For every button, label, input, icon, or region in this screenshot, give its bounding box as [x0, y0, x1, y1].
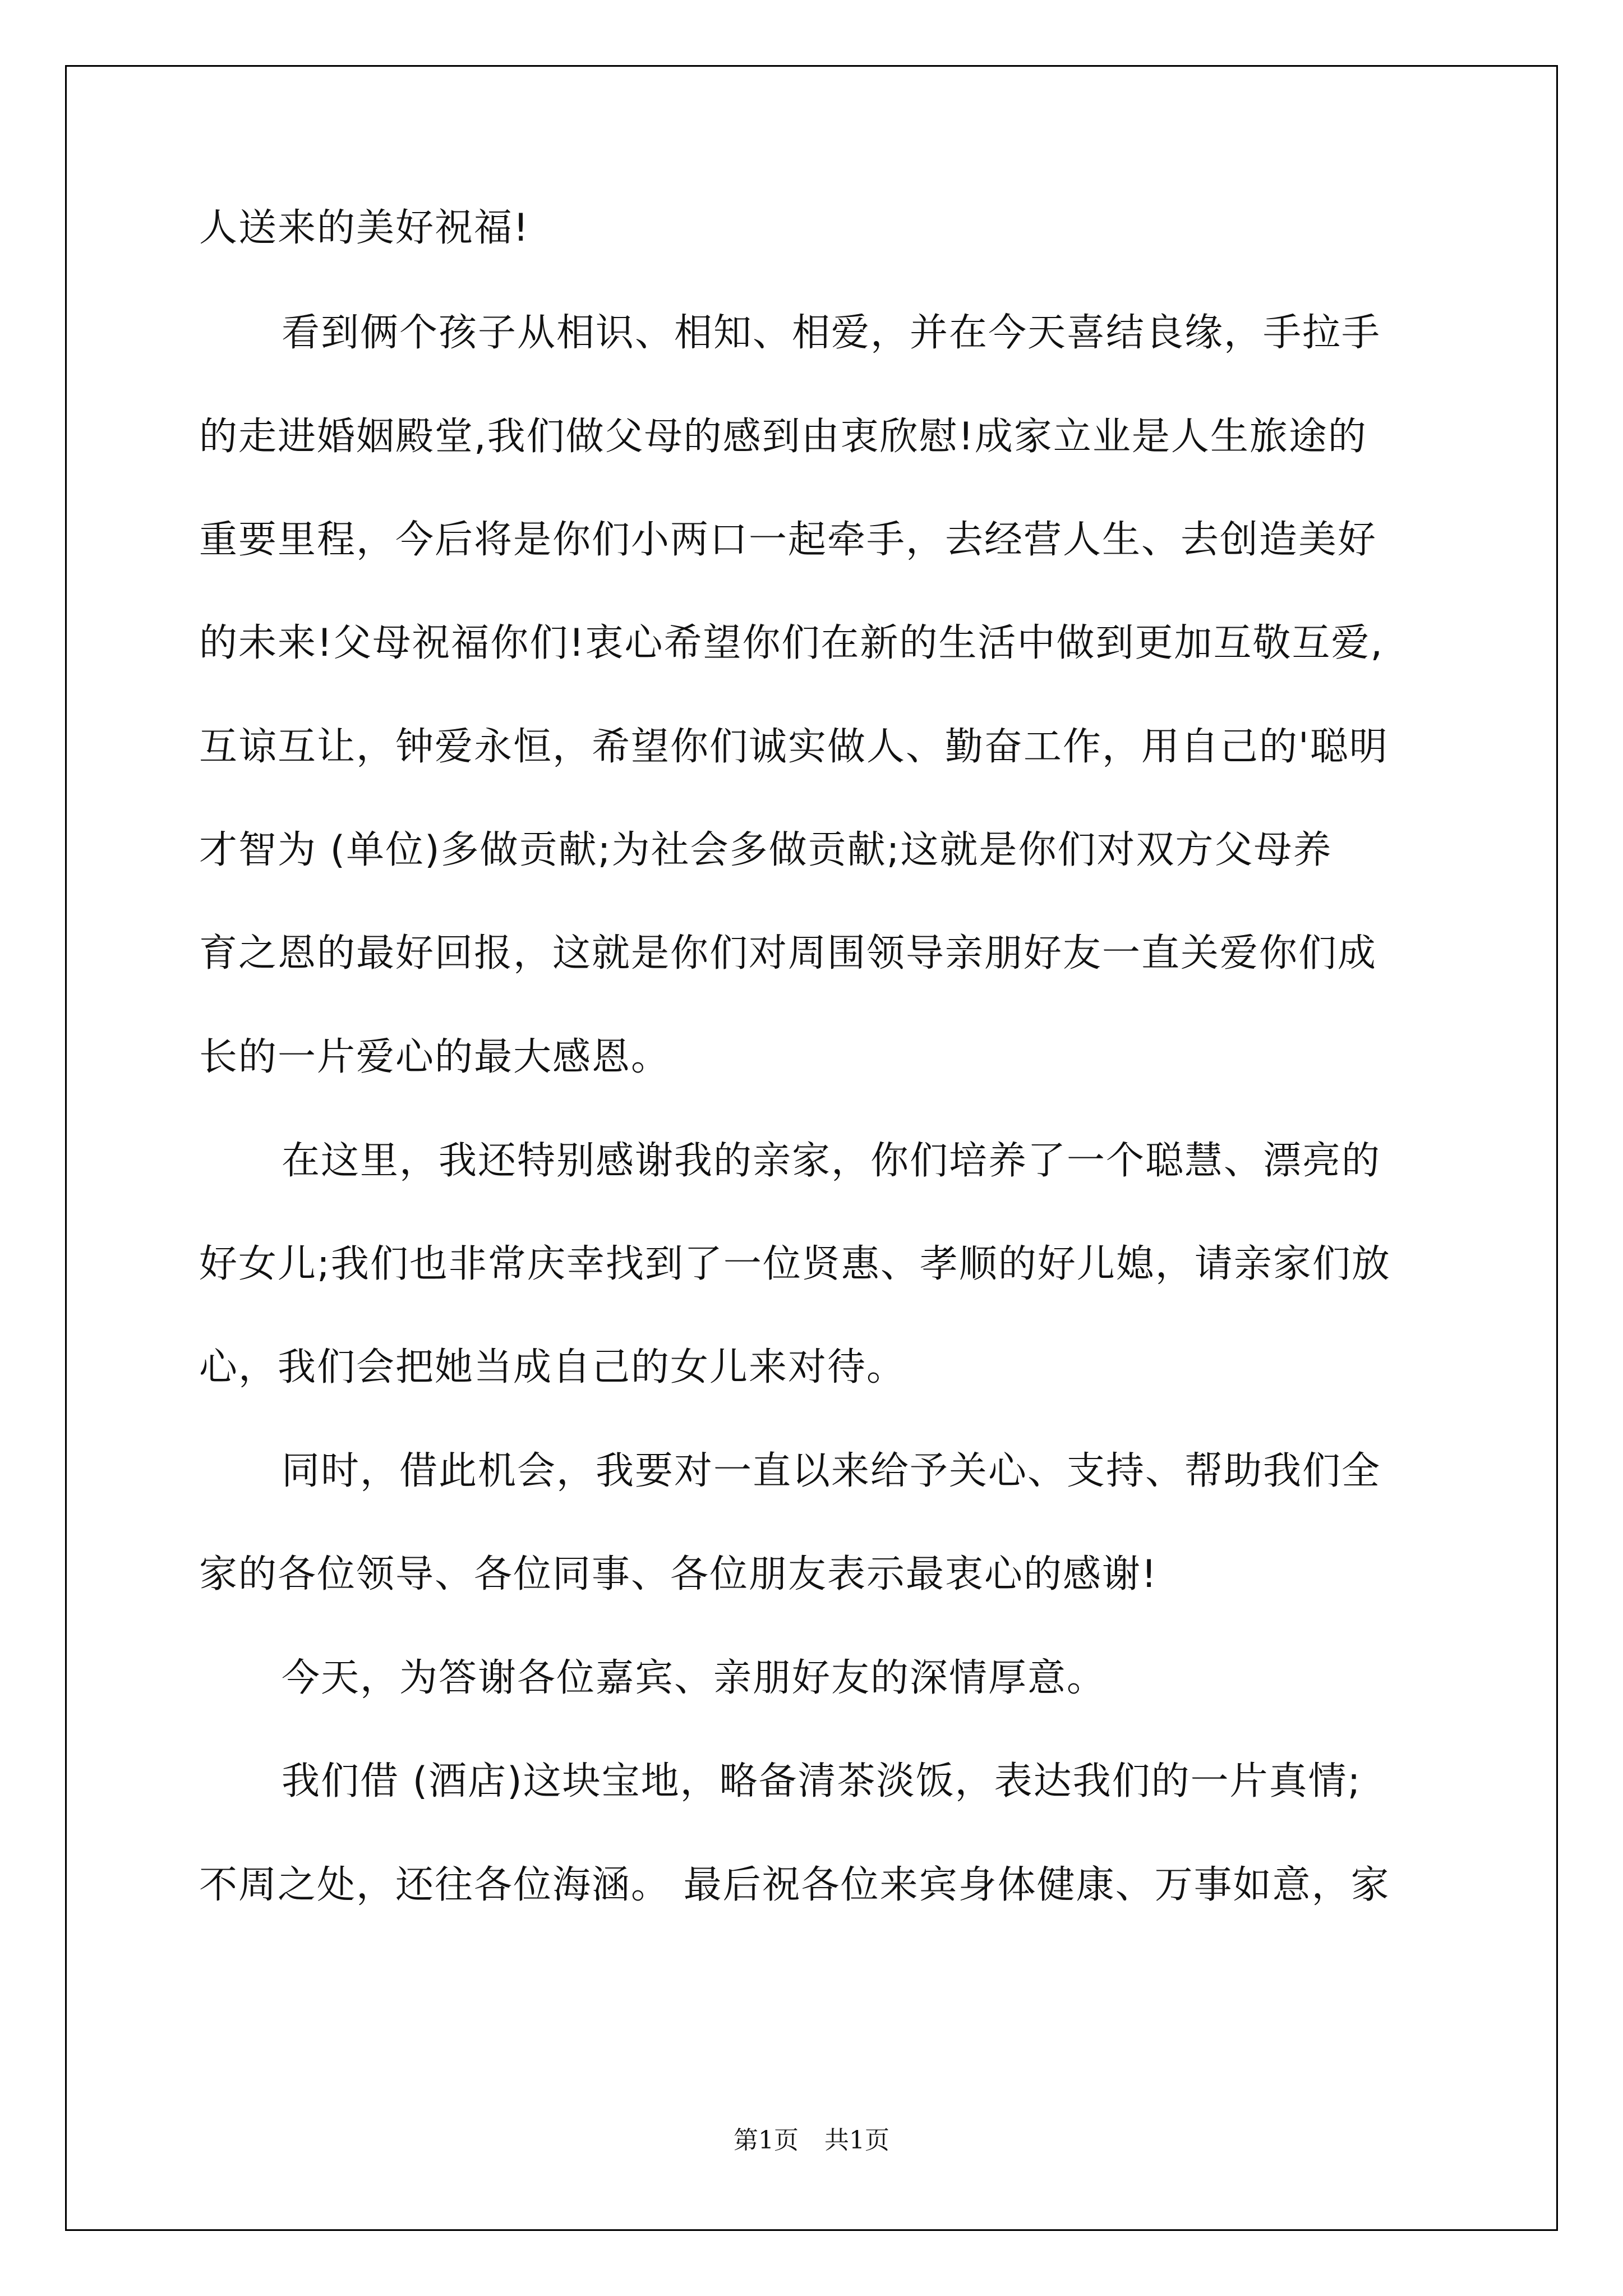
text-line: 互谅互让，钟爱永恒，希望你们诚实做人、勤奋工作，用自己的'聪明	[199, 725, 1389, 769]
text-line: 今天，为答谢各位嘉宾、亲朋好友的深情厚意。	[282, 1656, 1106, 1700]
text-line: 的未来!父母祝福你们!衷心希望你们在新的生活中做到更加互敬互爱,	[199, 621, 1384, 665]
text-line: 人送来的美好祝福!	[199, 206, 530, 250]
page-total: 共1页	[824, 2126, 889, 2155]
text-line: 我们借 (酒店)这块宝地，略备清茶淡饭，表达我们的一片真情;	[282, 1759, 1362, 1803]
text-line: 不周之处，还往各位海涵。 最后祝各位来宾身体健康、万事如意，家	[199, 1863, 1390, 1907]
text-line: 才智为 (单位)多做贡献;为社会多做贡献;这就是你们对双方父母养	[199, 828, 1332, 872]
text-line: 在这里，我还特别感谢我的亲家，你们培养了一个聪慧、漂亮的	[282, 1139, 1381, 1183]
text-line: 好女儿;我们也非常庆幸找到了一位贤惠、孝顺的好儿媳，请亲家们放	[199, 1242, 1391, 1286]
text-line: 重要里程，今后将是你们小两口一起牵手，去经营人生、去创造美好	[199, 518, 1377, 562]
text-line: 同时，借此机会，我要对一直以来给予关心、支持、帮助我们全	[282, 1449, 1381, 1493]
page-footer	[0, 2124, 1623, 2157]
page-number: 第1页	[734, 2126, 799, 2155]
text-line: 的走进婚姻殿堂,我们做父母的感到由衷欣慰!成家立业是人生旅途的	[199, 415, 1367, 459]
text-line: 看到俩个孩子从相识、相知、相爱，并在今天喜结良缘，手拉手	[282, 311, 1381, 355]
text-line: 家的各位领导、各位同事、各位朋友表示最衷心的感谢!	[199, 1552, 1158, 1596]
text-line: 心，我们会把她当成自己的女儿来对待。	[199, 1345, 906, 1389]
text-line: 长的一片爱心的最大感恩。	[199, 1035, 671, 1079]
text-line: 育之恩的最好回报，这就是你们对周围领导亲朋好友一直关爱你们成	[199, 931, 1377, 976]
